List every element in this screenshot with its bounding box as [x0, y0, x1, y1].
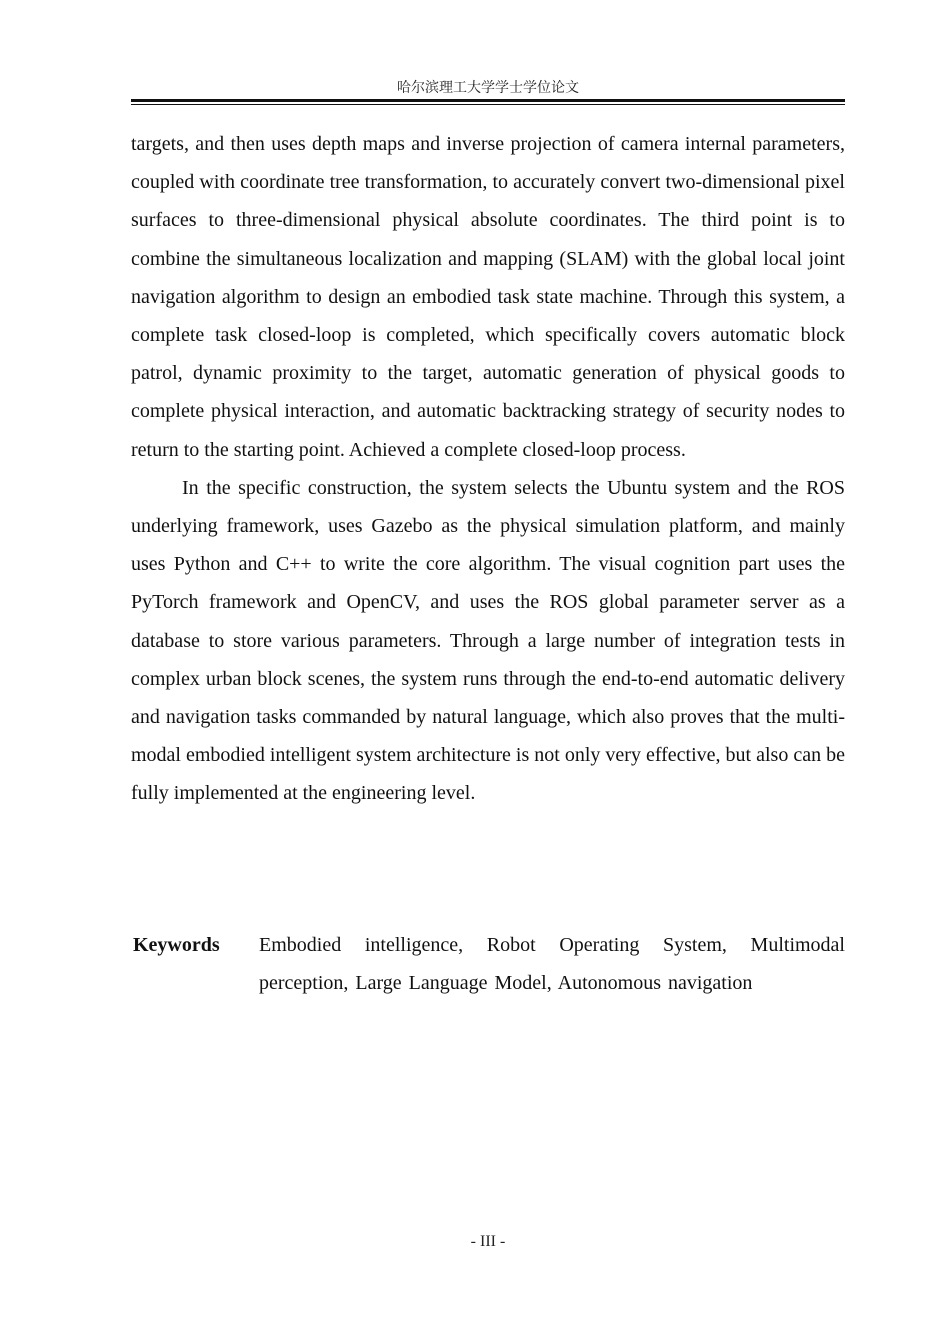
abstract-paragraph-1: targets, and then uses depth maps and inverse projection of camera internal parameters, coupled with coordinate tree transformation, to accurately convert two-dimensional pixel surfaces to three-dimensional physical absolute coordinates. The third point is to combine the simultaneous localization and mapping (SLAM) with the global local joint navigation algorithm to design an embodied task state machine. Through this system, a complete task closed-loop is completed, which specifically covers automatic block patrol, dynamic proximity to the target, automatic generation of physical goods to complete physical interaction, and automatic backtracking strategy of security nodes to return to the starting point. Achieved a complete closed-loop process. — [131, 133, 845, 461]
keywords-label: Keywords — [133, 934, 220, 956]
page-number: - III - — [470, 1233, 506, 1250]
keywords-list: Embodied intelligence, Robot Operating System, Multimodal perception, Large Language Model, Autonomous navigation — [259, 934, 845, 995]
abstract-paragraph-2: In the specific construction, the system selects the Ubuntu system and the ROS underlying framework, uses Gazebo as the physical simulation platform, and mainly uses Python and C++ to write the core algorithm. The visual cognition part uses the PyTorch framework and OpenCV, and uses the ROS global parameter server as a database to store various parameters. Through a large number of integration tests in complex urban block scenes, the system runs through the end-to-end automatic delivery and navigation tasks commanded by natural language, which also proves that the multi-modal embodied intelligent system architecture is not only very effective, but also can be fully implemented at the engineering level. — [131, 476, 845, 805]
header-rule-thin — [131, 104, 845, 105]
running-header: 哈尔滨理工大学学士学位论文 — [397, 80, 579, 96]
abstract-body — [131, 125, 845, 813]
header-rule-thick — [131, 99, 845, 102]
keywords-section — [131, 926, 845, 1002]
